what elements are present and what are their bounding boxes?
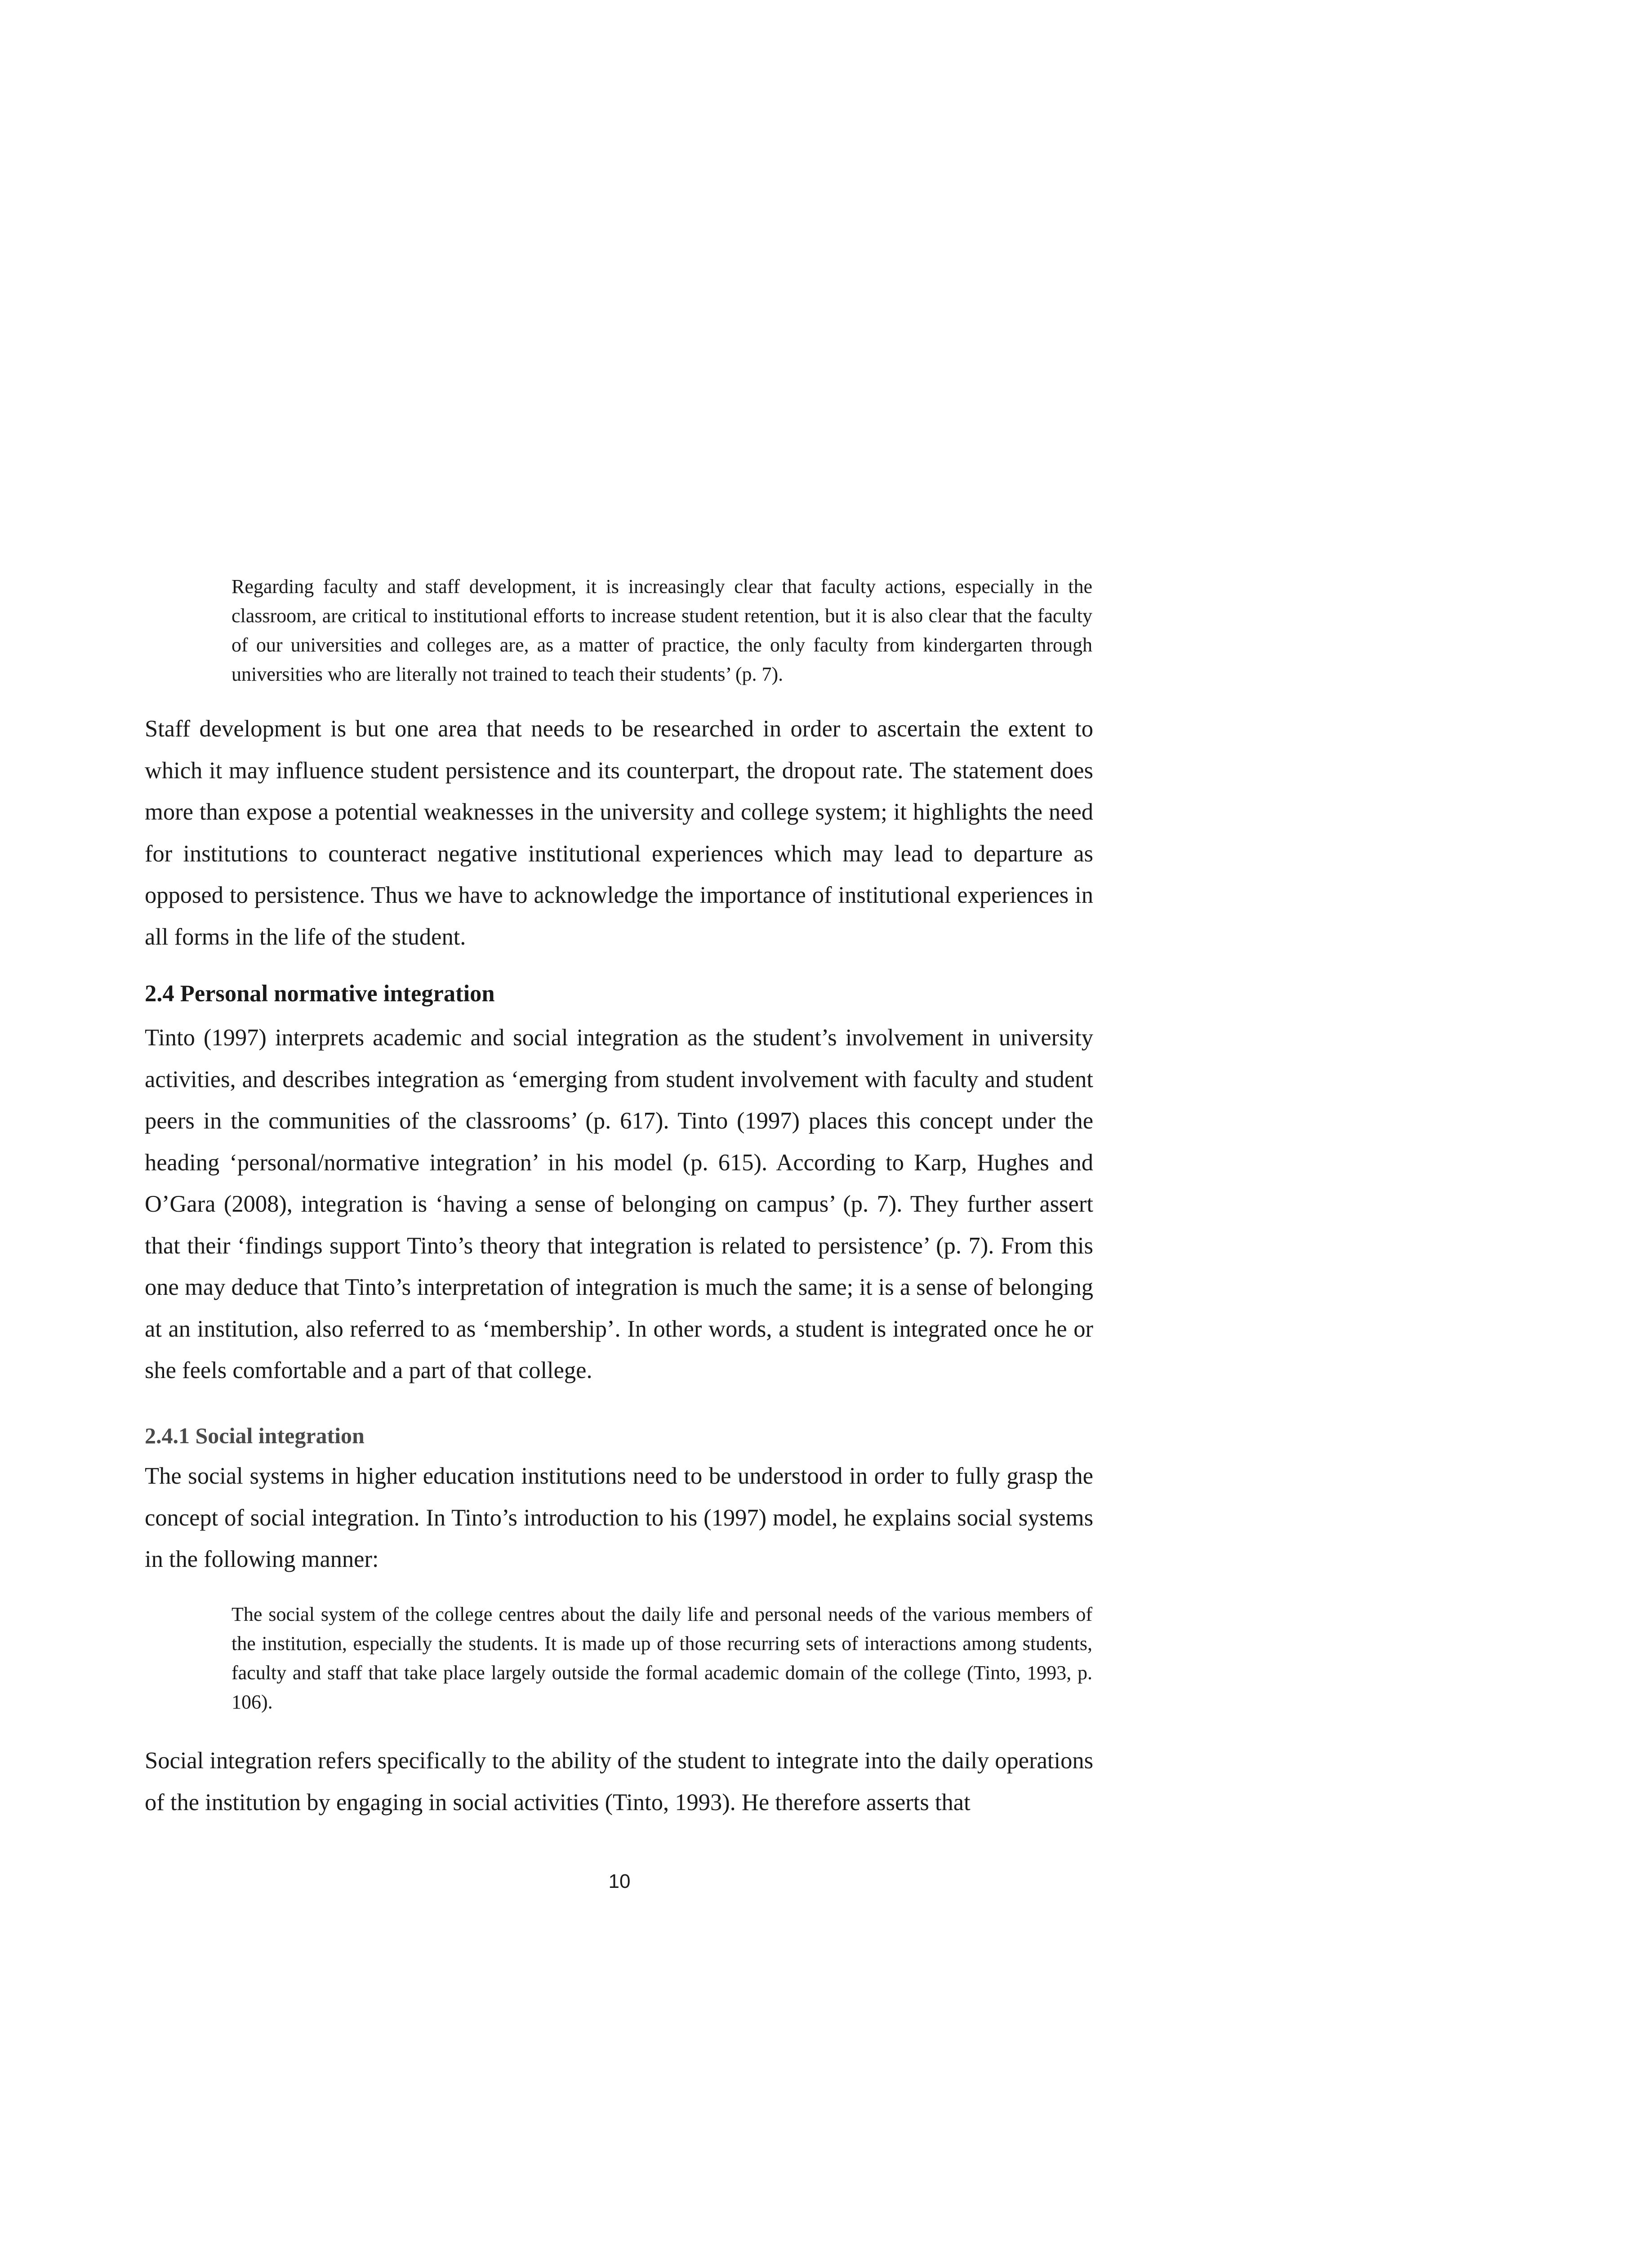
section-heading-personal-normative-integration: 2.4 Personal normative integration (145, 981, 495, 1007)
block-quote-faculty-development: Regarding faculty and staff development, it is increasingly clear that faculty actions, especially in the classroom, are critical to institutional efforts to increase student retention, but it is also clear that the faculty of our universities and colleges are, as a matter of practice, the only faculty from kindergarten through universities who are literally not trained to teach their students’ (p. 7). (232, 575, 1092, 685)
subsection-heading-social-integration: 2.4.1 Social integration (145, 1423, 365, 1448)
page-number: 10 (608, 1870, 631, 1892)
paragraph-social-integration: Social integration refers specifically to the ability of the student to integrate into the daily operations of the institution by engaging in social activities (Tinto, 1993). He therefore asserts that (145, 1748, 1093, 1815)
paragraph-staff-development: Staff development is but one area that needs to be researched in order to ascertain the extent to which it may influence student persistence and its counterpart, the dropout rate. The statement does more than expose a potential weaknesses in the university and college system; it highlights the need for institutions to counteract negative institutional experiences which may lead to departure as opposed to persistence. Thus we have to acknowledge the importance of institutional experiences in all forms in the life of the student. (145, 716, 1093, 950)
paragraph-tinto-integration: Tinto (1997) interprets academic and social integration as the student’s involvement in university activities, and describes integration as ‘emerging from student involvement with faculty and student peers in the communities of the classrooms’ (p. 617). Tinto (1997) places this concept under the heading ‘personal/normative integration’ in his model (p. 615). According to Karp, Hughes and O’Gara (2008), integration is ‘having a sense of belonging on campus’ (p. 7). They further assert that their ‘findings support Tinto’s theory that integration is related to persistence’ (p. 7). From this one may deduce that Tinto’s interpretation of integration is much the same; it is a sense of belonging at an institution, also referred to as ‘membership’. In other words, a student is integrated once he or she feels comfortable and a part of that college. (145, 1025, 1093, 1383)
block-quote-social-system: The social system of the college centres about the daily life and personal needs of the various members of the institution, especially the students. It is made up of those recurring sets of interactions among students, faculty and staff that take place largely outside the formal academic domain of the college (Tinto, 1993, p. 106). (232, 1603, 1092, 1713)
paragraph-social-systems: The social systems in higher education institutions need to be understood in order to fully grasp the concept of social integration. In Tinto’s introduction to his (1997) model, he explains social systems in the following manner: (145, 1463, 1093, 1572)
